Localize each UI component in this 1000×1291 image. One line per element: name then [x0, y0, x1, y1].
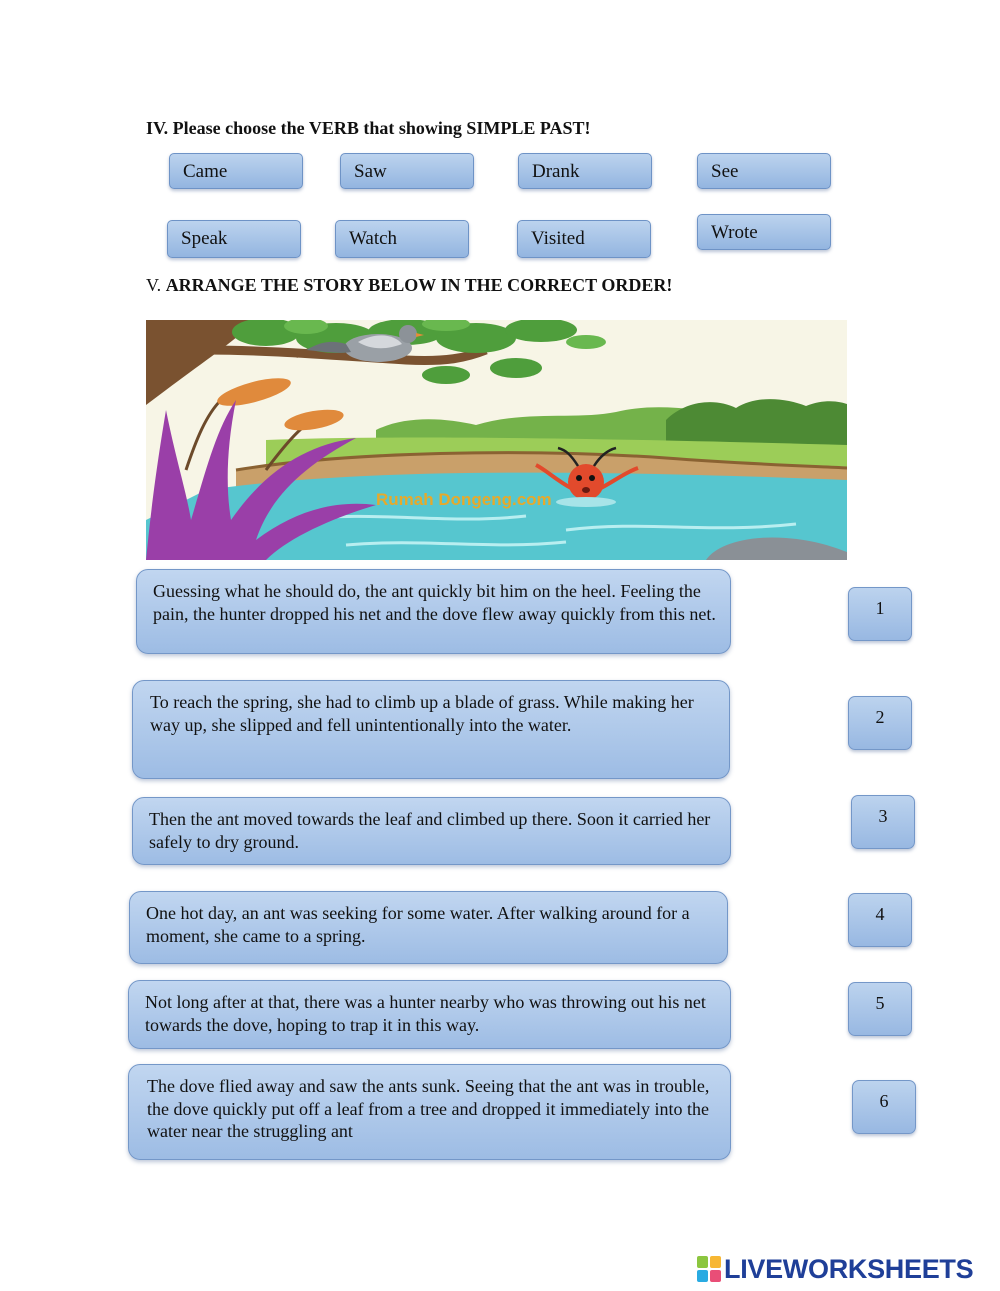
story-card-1[interactable]: Guessing what he should do, the ant quickly bit him on the heel. Feeling the pain, the hunter dropped his net and the dove flew away quickly from this net. — [136, 569, 731, 654]
order-slot-3[interactable]: 3 — [851, 795, 915, 849]
order-slot-5[interactable]: 5 — [848, 982, 912, 1036]
verb-option-see[interactable]: See — [697, 153, 831, 189]
verb-option-saw[interactable]: Saw — [340, 153, 474, 189]
brand-name: LIVEWORKSHEETS — [724, 1253, 974, 1284]
story-card-6[interactable]: The dove flied away and saw the ants sunk. Seeing that the ant was in trouble, the dove quickly put off a leaf from a tree and dropped it immediately into the water near the struggling ant — [128, 1064, 731, 1160]
verb-option-visited[interactable]: Visited — [517, 220, 651, 258]
section-v-title-text: ARRANGE THE STORY BELOW IN THE CORRECT ORDER! — [165, 275, 673, 295]
image-watermark: Rumah Dongeng.com — [376, 490, 552, 509]
verb-option-came[interactable]: Came — [169, 153, 303, 189]
story-card-4[interactable]: One hot day, an ant was seeking for some water. After walking around for a moment, she came to a spring. — [129, 891, 728, 964]
order-slot-2[interactable]: 2 — [848, 696, 912, 750]
section-v-title — [146, 275, 672, 296]
story-illustration — [146, 320, 847, 560]
order-slot-4[interactable]: 4 — [848, 893, 912, 947]
order-slot-1[interactable]: 1 — [848, 587, 912, 641]
section-v-prefix: V. — [146, 275, 166, 295]
story-card-5[interactable]: Not long after at that, there was a hunter nearby who was throwing out his net towards the dove, hoping to trap it in this way. — [128, 980, 731, 1049]
story-card-3[interactable]: Then the ant moved towards the leaf and climbed up there. Soon it carried her safely to dry ground. — [132, 797, 731, 865]
order-slot-6[interactable]: 6 — [852, 1080, 916, 1134]
verb-option-wrote[interactable]: Wrote — [697, 214, 831, 250]
liveworksheets-logo — [697, 1253, 973, 1285]
verb-option-drank[interactable]: Drank — [518, 153, 652, 189]
story-card-2[interactable]: To reach the spring, she had to climb up a blade of grass. While making her way up, she slipped and fell unintentionally into the water. — [132, 680, 730, 779]
verb-option-speak[interactable]: Speak — [167, 220, 301, 258]
liveworksheets-logo-icon — [697, 1256, 721, 1282]
section-iv-title: IV. Please choose the VERB that showing SIMPLE PAST! — [146, 118, 591, 138]
verb-option-watch[interactable]: Watch — [335, 220, 469, 258]
